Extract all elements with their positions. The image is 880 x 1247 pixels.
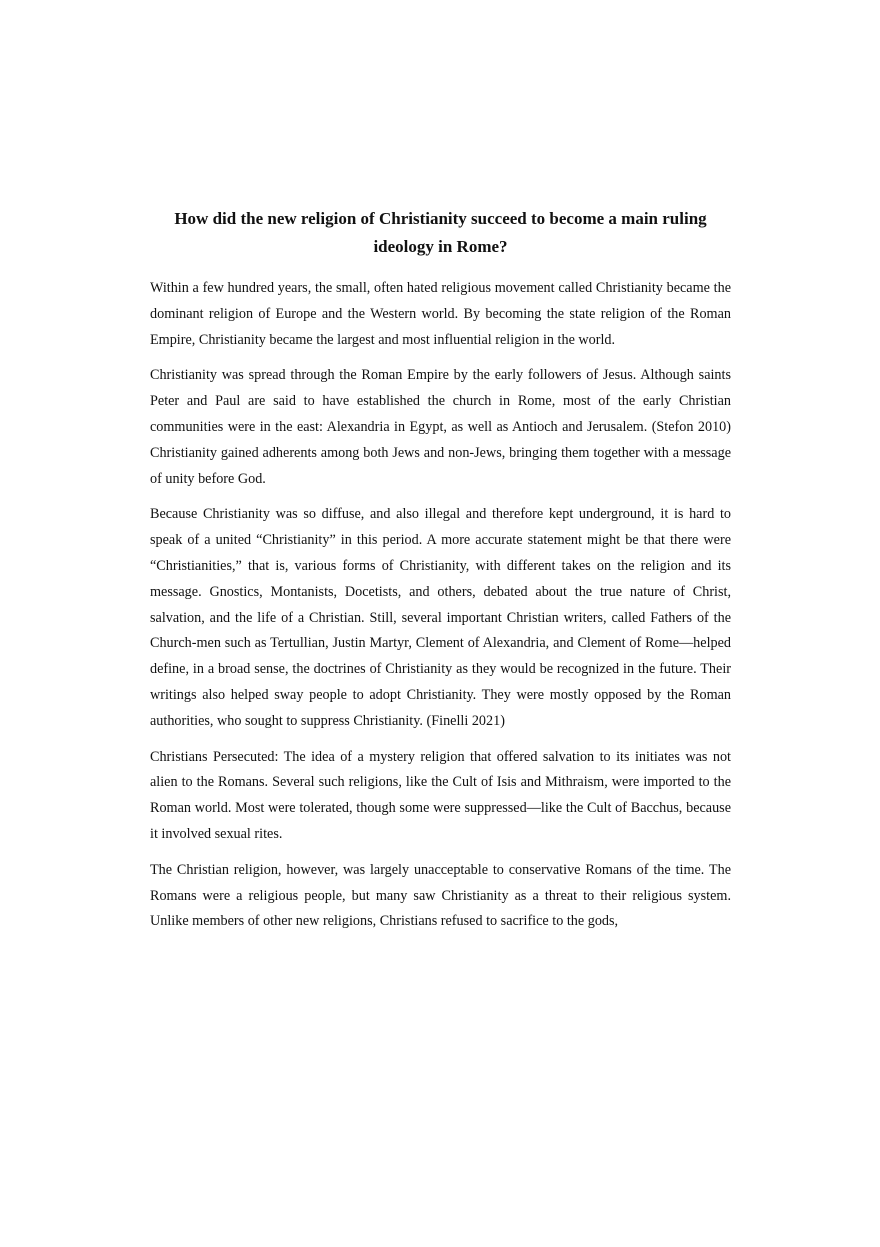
page-title: How did the new religion of Christianity succeed to become a main ruling ideology in Rome? [174,209,707,256]
paragraph-spread: Christianity was spread through the Roman Empire by the early followers of Jesus. Although saints Peter and Paul are said to have established the church in Rome, most of the early Christian communities were in the east: Alexandria in Egypt, as well as Antioch and Jerusalem. (Stefon 2010) Christianity gained adherents among both Jews and non-Jews, bringing them together with a message of unity before God. [150,367,731,487]
paragraph-christianities: Because Christianity was so diffuse, and also illegal and therefore kept underground, it is hard to speak of a united “Christianity” in this period. A more accurate statement might be that there were “Christianities,” that is, various forms of Christianity, with different takes on the religion and its message. Gnostics, Montanists, Docetists, and others, debated about the true nature of Christ, salvation, and the life of a Christian. Still, several important Christian writers, called Fathers of the Church-men such as Tertullian, Justin Martyr, Clement of Alexandria, and Clement of Rome—helped define, in a broad sense, the doctrines of Christianity as they would be recognized in the future. Their writings also helped sway people to adopt Christianity. They were mostly opposed by the Roman authorities, who sought to suppress Christianity. (Finelli 2021) [150,506,731,729]
document-body [150,205,731,945]
paragraph-intro: Within a few hundred years, the small, often hated religious movement called Christianity became the dominant religion of Europe and the Western world. By becoming the state religion of the Roman Empire, Christianity became the largest and most influential religion in the world. [150,280,731,348]
paragraph-persecuted: Christians Persecuted: The idea of a mystery religion that offered salvation to its initiates was not alien to the Romans. Several such religions, like the Cult of Isis and Mithraism, were imported to the Roman world. Most were tolerated, though some were suppressed—like the Cult of Bacchus, because it involved sexual rites. [150,748,731,842]
paragraph-unacceptable: The Christian religion, however, was largely unacceptable to conservative Romans of the time. The Romans were a religious people, but many saw Christianity as a threat to their religious system. Unlike members of other new religions, Christians refused to sacrifice to the gods, [150,861,731,930]
